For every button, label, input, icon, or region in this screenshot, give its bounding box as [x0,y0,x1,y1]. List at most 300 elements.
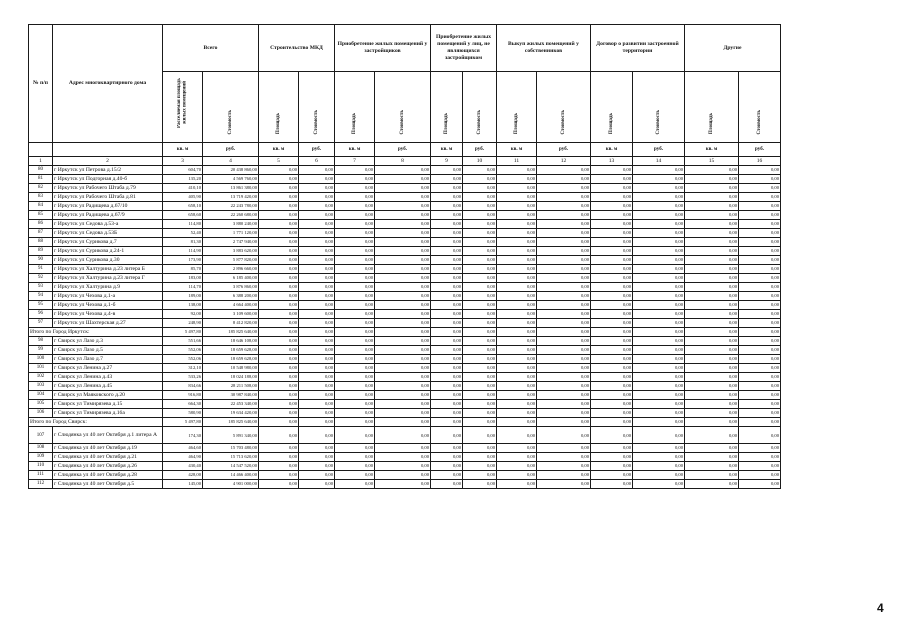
resettled-area-value: 92,00 [163,310,203,319]
resettled-area-value: 464,60 [163,444,203,453]
zero-value: 0,00 [497,346,537,355]
zero-value: 0,00 [591,346,633,355]
zero-value: 0,00 [633,283,685,292]
row-address: г Слюдянка ул 40 лет Октября д.28 [53,471,163,480]
zero-value: 0,00 [335,175,375,184]
zero-value: 0,00 [259,418,299,427]
zero-value: 0,00 [739,382,781,391]
zero-value: 0,00 [375,319,431,328]
total-cost-value: 4 901 000,00 [203,480,259,489]
zero-value: 0,00 [633,427,685,444]
zero-value: 0,00 [431,202,463,211]
zero-value: 0,00 [463,444,497,453]
zero-value: 0,00 [497,453,537,462]
row-address: г Иркутск ул Сурикова д.24-1 [53,247,163,256]
resettled-area-value: 916,80 [163,391,203,400]
unit-rub: руб. [633,143,685,157]
subheader-buyout-cost: Стоимость [537,72,591,143]
zero-value: 0,00 [431,346,463,355]
zero-value: 0,00 [299,301,335,310]
row-address: г Иркутск ул Чехова д.4-в [53,310,163,319]
table-row [29,274,781,283]
zero-value: 0,00 [591,471,633,480]
row-number: 95 [29,301,53,310]
resettled-area-value: 658,60 [163,211,203,220]
zero-value: 0,00 [335,211,375,220]
zero-value: 0,00 [537,418,591,427]
zero-value: 0,00 [375,409,431,418]
zero-value: 0,00 [335,373,375,382]
table-row [29,453,781,462]
row-address: г Иркутск ул Халтурина д.23 литера Г [53,274,163,283]
zero-value: 0,00 [497,382,537,391]
resettled-area-value: 52,40 [163,229,203,238]
table-row [29,166,781,175]
zero-value: 0,00 [685,220,739,229]
zero-value: 0,00 [497,444,537,453]
row-address: г Слюдянка ул 40 лет Октября д.19 [53,444,163,453]
total-cost-value: 14 547 520,00 [203,462,259,471]
row-address: г Иркутск ул Чехова д.1-а [53,292,163,301]
zero-value: 0,00 [431,391,463,400]
zero-value: 0,00 [633,256,685,265]
zero-value: 0,00 [259,382,299,391]
unit-sqm: кв. м [685,143,739,157]
zero-value: 0,00 [685,427,739,444]
table-row [29,292,781,301]
zero-value: 0,00 [431,265,463,274]
zero-value: 0,00 [259,256,299,265]
zero-value: 0,00 [463,427,497,444]
row-number: 93 [29,283,53,292]
subheader-agreement-area: Площадь [591,72,633,143]
row-number: 88 [29,238,53,247]
zero-value: 0,00 [633,319,685,328]
zero-value: 0,00 [497,166,537,175]
zero-value: 0,00 [685,319,739,328]
zero-value: 0,00 [591,364,633,373]
zero-value: 0,00 [259,220,299,229]
table-row [29,301,781,310]
subheader-construction-area: Площадь [259,72,299,143]
col-address-header: Адрес многоквартирного дома [53,25,163,143]
row-number: 104 [29,391,53,400]
table-row [29,229,781,238]
resettled-area-value: 114,90 [163,247,203,256]
table-row [29,391,781,400]
zero-value: 0,00 [497,292,537,301]
zero-value: 0,00 [259,292,299,301]
zero-value: 0,00 [591,355,633,364]
zero-value: 0,00 [259,337,299,346]
row-number: 84 [29,202,53,211]
zero-value: 0,00 [259,373,299,382]
group-development-agreement-header: Договор о развитии застроенной территории [591,25,685,72]
table-row [29,355,781,364]
zero-value: 0,00 [335,462,375,471]
resettled-area-value: 81,30 [163,238,203,247]
row-address: г Иркутск ул Подгорная д.40-б [53,175,163,184]
table-row [29,211,781,220]
row-address: г Слюдянка ул 40 лет Октября д.5 [53,480,163,489]
row-number: 99 [29,346,53,355]
group-total-header: Всего [163,25,259,72]
zero-value: 0,00 [633,373,685,382]
table-row [29,337,781,346]
zero-value: 0,00 [591,337,633,346]
zero-value: 0,00 [375,211,431,220]
row-address: г Слюдянка ул 40 лет Октября д.21 [53,453,163,462]
zero-value: 0,00 [739,292,781,301]
unit-sqm: кв. м [335,143,375,157]
zero-value: 0,00 [431,418,463,427]
zero-value: 0,00 [335,346,375,355]
zero-value: 0,00 [259,480,299,489]
row-address: г Иркутск ул Халтурина д.9 [53,283,163,292]
zero-value: 0,00 [537,444,591,453]
unit-sqm: кв. м [497,143,537,157]
column-number-cell: 13 [591,157,633,166]
zero-value: 0,00 [259,427,299,444]
resettled-area-value: 138,00 [163,301,203,310]
zero-value: 0,00 [375,238,431,247]
zero-value: 0,00 [299,480,335,489]
zero-value: 0,00 [463,184,497,193]
zero-value: 0,00 [375,175,431,184]
zero-value: 0,00 [537,328,591,337]
column-number-cell: 9 [431,157,463,166]
zero-value: 0,00 [497,274,537,283]
zero-value: 0,00 [633,229,685,238]
total-cost-value: 185 825 640,00 [203,418,259,427]
zero-value: 0,00 [537,480,591,489]
resettled-area-value: 183,00 [163,274,203,283]
zero-value: 0,00 [431,462,463,471]
resettled-area-value: 664,30 [163,400,203,409]
zero-value: 0,00 [431,229,463,238]
zero-value: 0,00 [431,220,463,229]
zero-value: 0,00 [685,373,739,382]
zero-value: 0,00 [537,427,591,444]
zero-value: 0,00 [739,247,781,256]
zero-value: 0,00 [259,238,299,247]
zero-value: 0,00 [431,471,463,480]
row-address: г Свирск ул Ленина д.45 [53,382,163,391]
resettlement-table [28,24,781,489]
zero-value: 0,00 [259,193,299,202]
zero-value: 0,00 [685,184,739,193]
row-number: 107 [29,427,53,444]
zero-value: 0,00 [497,400,537,409]
zero-value: 0,00 [633,292,685,301]
total-cost-value: 1 771 120,00 [203,229,259,238]
zero-value: 0,00 [259,462,299,471]
zero-value: 0,00 [299,444,335,453]
column-number-cell: 7 [335,157,375,166]
zero-value: 0,00 [537,238,591,247]
zero-value: 0,00 [259,166,299,175]
zero-value: 0,00 [739,184,781,193]
zero-value: 0,00 [537,364,591,373]
zero-value: 0,00 [299,471,335,480]
zero-value: 0,00 [591,229,633,238]
zero-value: 0,00 [375,400,431,409]
zero-value: 0,00 [591,328,633,337]
zero-value: 0,00 [739,444,781,453]
zero-value: 0,00 [497,480,537,489]
zero-value: 0,00 [375,202,431,211]
zero-value: 0,00 [335,256,375,265]
zero-value: 0,00 [685,391,739,400]
zero-value: 0,00 [299,337,335,346]
column-number-cell: 14 [633,157,685,166]
total-cost-value: 20 438 860,00 [203,166,259,175]
zero-value: 0,00 [739,319,781,328]
resettled-area-value: 410,10 [163,184,203,193]
zero-value: 0,00 [375,283,431,292]
zero-value: 0,00 [633,247,685,256]
zero-value: 0,00 [633,337,685,346]
zero-value: 0,00 [685,292,739,301]
resettled-area-value: 114,80 [163,220,203,229]
subtotal-row [29,418,781,427]
column-number-cell: 2 [53,157,163,166]
total-cost-value: 18 646 108,00 [203,337,259,346]
zero-value: 0,00 [463,229,497,238]
zero-value: 0,00 [431,337,463,346]
zero-value: 0,00 [685,480,739,489]
zero-value: 0,00 [497,193,537,202]
row-number: 105 [29,400,53,409]
row-number: 103 [29,382,53,391]
zero-value: 0,00 [497,328,537,337]
zero-value: 0,00 [299,319,335,328]
zero-value: 0,00 [497,310,537,319]
row-number: 108 [29,444,53,453]
row-address: г Иркутск ул Сурикова д.7 [53,238,163,247]
unit-sqm: кв. м [591,143,633,157]
zero-value: 0,00 [463,265,497,274]
row-address: г Слюдянка ул 40 лет Октября д.1 литера А [53,427,163,444]
zero-value: 0,00 [739,427,781,444]
row-number: 106 [29,409,53,418]
unit-rub: руб. [299,143,335,157]
zero-value: 0,00 [537,175,591,184]
zero-value: 0,00 [537,265,591,274]
resettled-area-value: 430,40 [163,462,203,471]
zero-value: 0,00 [591,453,633,462]
zero-value: 0,00 [685,310,739,319]
total-cost-value: 3 883 620,00 [203,247,259,256]
table-row [29,409,781,418]
zero-value: 0,00 [497,319,537,328]
zero-value: 0,00 [335,409,375,418]
row-address: г Свирск ул Ленина д.43 [53,373,163,382]
row-number: 101 [29,364,53,373]
zero-value: 0,00 [739,328,781,337]
zero-value: 0,00 [431,373,463,382]
zero-value: 0,00 [537,471,591,480]
zero-value: 0,00 [633,409,685,418]
zero-value: 0,00 [685,462,739,471]
resettled-area-value: 173,90 [163,256,203,265]
zero-value: 0,00 [633,301,685,310]
zero-value: 0,00 [497,337,537,346]
zero-value: 0,00 [739,471,781,480]
zero-value: 0,00 [685,256,739,265]
zero-value: 0,00 [497,184,537,193]
column-number-cell: 6 [299,157,335,166]
resettled-area-value: 580,90 [163,409,203,418]
table-row [29,175,781,184]
zero-value: 0,00 [375,166,431,175]
table-row [29,346,781,355]
subheader-construction-cost: Стоимость [299,72,335,143]
zero-value: 0,00 [335,265,375,274]
zero-value: 0,00 [739,364,781,373]
column-number-cell: 11 [497,157,537,166]
zero-value: 0,00 [259,319,299,328]
zero-value: 0,00 [431,382,463,391]
zero-value: 0,00 [375,471,431,480]
zero-value: 0,00 [633,166,685,175]
zero-value: 0,00 [739,409,781,418]
zero-value: 0,00 [497,301,537,310]
zero-value: 0,00 [633,346,685,355]
column-number-cell: 4 [203,157,259,166]
zero-value: 0,00 [259,265,299,274]
zero-value: 0,00 [259,471,299,480]
total-cost-value: 5 877 820,00 [203,256,259,265]
zero-value: 0,00 [375,265,431,274]
table-row [29,247,781,256]
zero-value: 0,00 [537,184,591,193]
zero-value: 0,00 [739,462,781,471]
zero-value: 0,00 [591,256,633,265]
subheader-nondeveloper-area: Площадь [431,72,463,143]
zero-value: 0,00 [463,202,497,211]
zero-value: 0,00 [299,247,335,256]
zero-value: 0,00 [463,238,497,247]
zero-value: 0,00 [633,471,685,480]
zero-value: 0,00 [463,480,497,489]
column-number-cell: 1 [29,157,53,166]
zero-value: 0,00 [375,346,431,355]
zero-value: 0,00 [463,310,497,319]
row-address: г Иркутск ул Чехова д.1-б [53,301,163,310]
zero-value: 0,00 [299,166,335,175]
zero-value: 0,00 [591,409,633,418]
zero-value: 0,00 [463,283,497,292]
zero-value: 0,00 [537,301,591,310]
zero-value: 0,00 [633,355,685,364]
row-address: г Иркутск ул Петрова д.15/2 [53,166,163,175]
zero-value: 0,00 [633,382,685,391]
zero-value: 0,00 [739,229,781,238]
row-address: г Свирск ул Лазо д.7 [53,355,163,364]
column-number-cell: 10 [463,157,497,166]
unit-cell-empty [29,143,53,157]
resettled-area-value: 135,20 [163,175,203,184]
unit-sqm: кв. м [431,143,463,157]
zero-value: 0,00 [633,211,685,220]
zero-value: 0,00 [591,427,633,444]
zero-value: 0,00 [335,184,375,193]
zero-value: 0,00 [739,373,781,382]
zero-value: 0,00 [685,418,739,427]
col-number-header: № п/п [29,25,53,143]
row-number: 112 [29,480,53,489]
zero-value: 0,00 [463,301,497,310]
zero-value: 0,00 [431,292,463,301]
zero-value: 0,00 [463,462,497,471]
zero-value: 0,00 [335,247,375,256]
unit-rub: руб. [463,143,497,157]
zero-value: 0,00 [591,220,633,229]
zero-value: 0,00 [463,256,497,265]
zero-value: 0,00 [537,193,591,202]
table-row [29,382,781,391]
zero-value: 0,00 [633,175,685,184]
zero-value: 0,00 [591,444,633,453]
zero-value: 0,00 [685,166,739,175]
zero-value: 0,00 [463,175,497,184]
unit-sqm: кв. м [259,143,299,157]
zero-value: 0,00 [497,229,537,238]
unit-rub: руб. [537,143,591,157]
zero-value: 0,00 [685,238,739,247]
column-number-cell: 12 [537,157,591,166]
zero-value: 0,00 [591,310,633,319]
row-number: 92 [29,274,53,283]
zero-value: 0,00 [299,202,335,211]
zero-value: 0,00 [299,211,335,220]
zero-value: 0,00 [431,364,463,373]
zero-value: 0,00 [633,202,685,211]
zero-value: 0,00 [431,238,463,247]
column-number-cell: 15 [685,157,739,166]
resettled-area-value: 174,30 [163,427,203,444]
zero-value: 0,00 [375,382,431,391]
zero-value: 0,00 [591,301,633,310]
zero-value: 0,00 [497,418,537,427]
subtotal-label: Итого по Город Иркутск: [29,328,163,337]
zero-value: 0,00 [537,409,591,418]
zero-value: 0,00 [259,328,299,337]
subtotal-label: Итого по Город Свирск: [29,418,163,427]
zero-value: 0,00 [633,453,685,462]
zero-value: 0,00 [591,400,633,409]
zero-value: 0,00 [299,427,335,444]
row-address: г Иркутск ул Рабочего Штаба д.79 [53,184,163,193]
row-number: 96 [29,310,53,319]
zero-value: 0,00 [497,373,537,382]
group-developer-purchase-header: Приобретение жилых помещений у застройщиков [335,25,431,72]
zero-value: 0,00 [739,346,781,355]
subheader-developer-area: Площадь [335,72,375,143]
unit-cell-empty [53,143,163,157]
zero-value: 0,00 [335,229,375,238]
zero-value: 0,00 [375,364,431,373]
zero-value: 0,00 [299,220,335,229]
row-address: г Иркутск ул Шахтерская д.27 [53,319,163,328]
total-cost-value: 14 466 400,00 [203,471,259,480]
total-cost-value: 18 024 188,00 [203,373,259,382]
zero-value: 0,00 [739,283,781,292]
subheader-nondeveloper-cost: Стоимость [463,72,497,143]
unit-rub: руб. [375,143,431,157]
row-number: 87 [29,229,53,238]
